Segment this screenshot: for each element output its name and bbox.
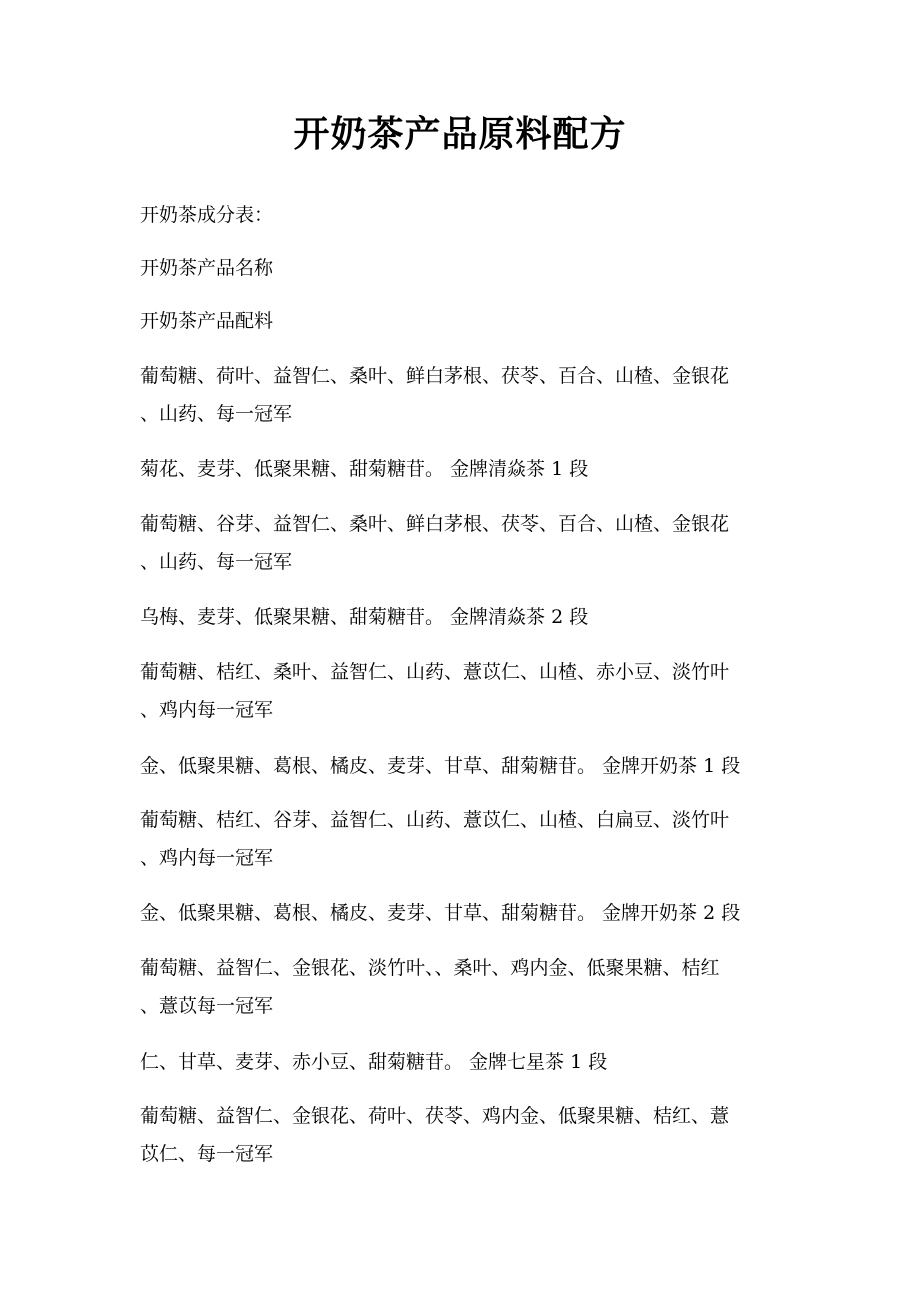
text-line: 、山药、每一冠军 <box>140 551 293 573</box>
text-line: 开奶茶成分表： <box>140 204 274 226</box>
paragraph-ingredients-heading <box>140 196 790 234</box>
text-line: 、薏苡每一冠军 <box>140 995 274 1017</box>
paragraph-recipe-5a <box>140 949 790 1025</box>
paragraph-recipe-4a <box>140 801 790 877</box>
text-line: 葡萄糖、荷叶、益智仁、桑叶、鲜白茅根、茯苓、百合、山楂、金银花 <box>140 365 730 387</box>
text-line: 葡萄糖、桔红、桑叶、益智仁、山药、薏苡仁、山楂、赤小豆、淡竹叶 <box>140 661 730 683</box>
paragraph-recipe-1b <box>140 450 790 488</box>
paragraph-recipe-3a <box>140 653 790 729</box>
paragraph-recipe-2b <box>140 598 790 636</box>
page-title: 开奶茶产品原料配方 <box>293 113 627 155</box>
paragraph-recipe-4b <box>140 894 790 932</box>
text-line: 金、低聚果糖、葛根、橘皮、麦芽、甘草、甜菊糖苷。 金牌开奶茶 1 段 <box>140 755 741 777</box>
text-line: 葡萄糖、谷芽、益智仁、桑叶、鲜白茅根、茯苓、百合、山楂、金银花 <box>140 513 730 535</box>
text-line: 、鸡内每一冠军 <box>140 699 274 721</box>
text-line: 葡萄糖、益智仁、金银花、荷叶、茯苓、鸡内金、低聚果糖、桔红、薏 <box>140 1105 730 1127</box>
text-line: 葡萄糖、益智仁、金银花、淡竹叶、、桑叶、鸡内金、低聚果糖、桔红 <box>140 957 720 979</box>
text-line: 开奶茶产品配料 <box>140 310 274 332</box>
text-line: 葡萄糖、桔红、谷芽、益智仁、山药、薏苡仁、山楂、白扁豆、淡竹叶 <box>140 809 730 831</box>
paragraph-recipe-5b <box>140 1043 790 1081</box>
text-line: 仁、甘草、麦芽、赤小豆、甜菊糖苷。 金牌七星茶 1 段 <box>140 1051 608 1073</box>
paragraph-recipe-3b <box>140 747 790 785</box>
paragraph-product-name <box>140 249 790 287</box>
paragraph-product-ingredients <box>140 302 790 340</box>
text-line: 乌梅、麦芽、低聚果糖、甜菊糖苷。 金牌清焱茶 2 段 <box>140 606 589 628</box>
paragraph-recipe-2a <box>140 505 790 581</box>
text-line: 苡仁、每一冠军 <box>140 1143 274 1165</box>
text-line: 开奶茶产品名称 <box>140 257 274 279</box>
text-line: 、山药、每一冠军 <box>140 403 293 425</box>
paragraph-recipe-1a <box>140 357 790 433</box>
text-line: 、鸡内每一冠军 <box>140 847 274 869</box>
paragraph-recipe-6a <box>140 1097 790 1173</box>
text-line: 金、低聚果糖、葛根、橘皮、麦芽、甘草、甜菊糖苷。 金牌开奶茶 2 段 <box>140 902 741 924</box>
text-line: 菊花、麦芽、低聚果糖、甜菊糖苷。 金牌清焱茶 1 段 <box>140 458 589 480</box>
